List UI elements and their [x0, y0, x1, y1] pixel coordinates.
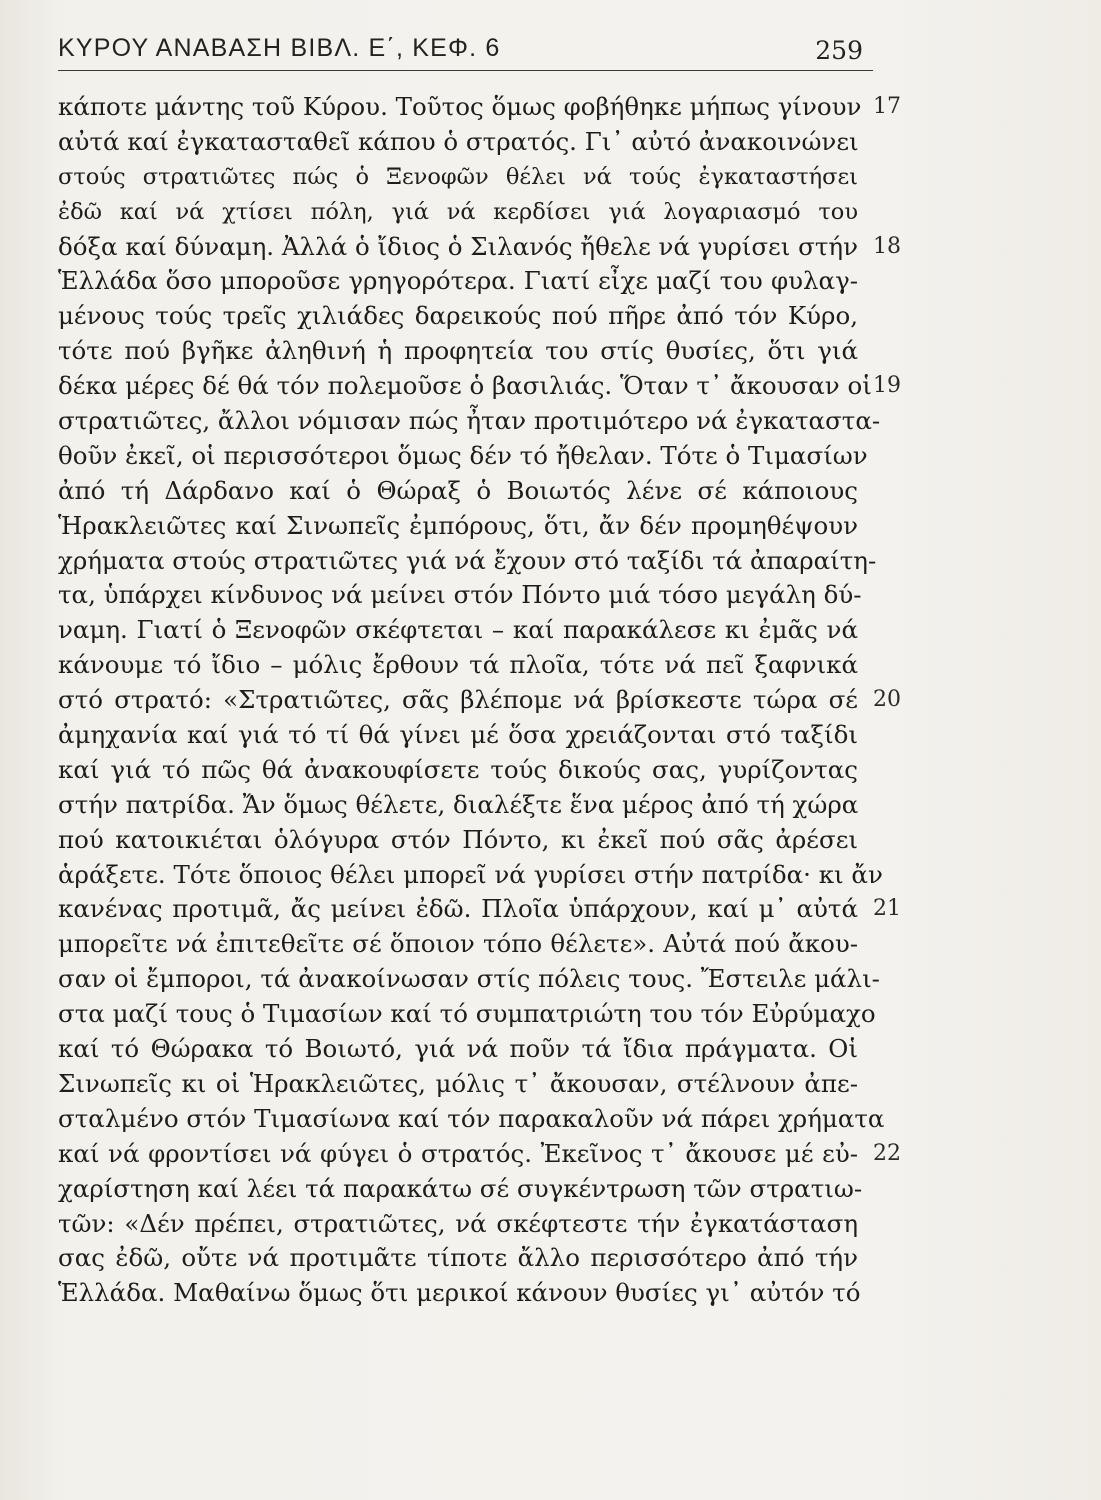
section-marker: 21 — [873, 896, 901, 922]
section-marker: 17 — [873, 94, 901, 119]
text-line — [58, 1276, 861, 1311]
text-line-content: Σινωπεῖς κι οἱ Ἡρακλειῶτες, μόλις τ᾽ ἄκουσαν, στέλνουν ἀπε- — [58, 1068, 858, 1098]
text-line-content: μπορεῖτε νά ἐπιτεθεῖτε σέ ὅποιον τόπο θέλετε». Αὐτά πού ἄκου- — [58, 929, 858, 959]
text-line — [58, 1102, 885, 1137]
text-line — [58, 230, 901, 265]
text-line — [58, 718, 858, 753]
text-line — [58, 1032, 858, 1067]
text-line — [58, 753, 858, 788]
text-line-content: Ἡρακλειῶτες καί Σινωπεῖς ἐμπόρους, ὅτι, ἄν δέν προμηθέψουν — [58, 510, 858, 540]
text-line — [58, 962, 880, 997]
text-line — [58, 90, 901, 125]
text-line-content: τότε πού βγῆκε ἀληθινή ἡ προφητεία του στίς θυσίες, ὅτι γιά — [58, 336, 858, 366]
text-line-content: ἀμηχανία καί γιά τό τί θά γίνει μέ ὅσα χρειάζονται στό ταξίδι — [58, 720, 858, 750]
text-line — [58, 369, 901, 404]
text-line — [58, 334, 858, 369]
text-body — [58, 90, 901, 1311]
text-line — [58, 683, 901, 718]
text-line — [58, 613, 858, 648]
text-line-content: σταλμένο στόν Τιμασίωνα καί τόν παρακαλοῦν νά πάρει χρήματα — [58, 1103, 885, 1133]
text-line-content: καί νά φροντίσει νά φύγει ὁ στρατός. Ἐκεῖνος τ᾽ ἄκουσε μέ εὐ- — [58, 1138, 858, 1168]
text-line-content: ἐδῶ καί νά χτίσει πόλη, γιά νά κερδίσει γιά λογαριασμό του — [58, 198, 858, 225]
page-number: 259 — [815, 36, 863, 65]
text-line — [58, 474, 858, 509]
text-line — [58, 578, 862, 613]
text-line-content: κάνουμε τό ἴδιο – μόλις ἔρθουν τά πλοῖα, τότε νά πεῖ ξαφνικά — [58, 650, 858, 680]
text-line-content: αὐτά καί ἐγκατασταθεῖ κάπου ὁ στρατός. Γι᾽ αὐτό ἀνακοινώνει — [58, 126, 859, 156]
text-line-content: στήν πατρίδα. Ἄν ὅμως θέλετε, διαλέξτε ἕνα μέρος ἀπό τή χώρα — [58, 789, 859, 819]
text-line — [58, 299, 858, 334]
text-line-content: σας ἐδῶ, οὔτε νά προτιμᾶτε τίποτε ἄλλο περισσότερο ἀπό τήν — [58, 1243, 858, 1273]
text-line — [58, 125, 858, 160]
section-marker: 20 — [873, 687, 901, 713]
text-line — [58, 1207, 858, 1242]
text-line-content: χαρίστηση καί λέει τά παρακάτω σέ συγκέντρωση τῶν στρατιω- — [58, 1173, 863, 1203]
text-line — [58, 1067, 858, 1102]
text-line-content: κάποτε μάντης τοῦ Κύρου. Τοῦτος ὅμως φοβήθηκε μήπως γίνουν — [58, 92, 862, 121]
text-line-content: στούς στρατιῶτες πώς ὁ Ξενοφῶν θέλει νά τούς ἐγκαταστήσει — [58, 163, 858, 190]
text-line-content: στό στρατό: «Στρατιῶτες, σᾶς βλέπομε νά βρίσκεστε τώρα σέ — [58, 685, 858, 715]
text-line — [58, 544, 877, 579]
text-line — [58, 648, 858, 683]
text-line — [58, 264, 858, 299]
text-line-content: σαν οἱ ἔμποροι, τά ἀνακοίνωσαν στίς πόλεις τους. Ἔστειλε μάλι- — [58, 964, 880, 994]
section-marker: 18 — [873, 233, 901, 259]
text-line-content: τα, ὑπάρχει κίνδυνος νά μείνει στόν Πόντο μιά τόσο μεγάλη δύ- — [58, 580, 862, 610]
running-header — [58, 28, 873, 71]
text-line-content: μένους τούς τρεῖς χιλιάδες δαρεικούς πού πῆρε ἀπό τόν Κύρο, — [58, 301, 858, 331]
text-line-content: κανένας προτιμᾶ, ἄς μείνει ἐδῶ. Πλοῖα ὑπάρχουν, καί μ᾽ αὐτά — [58, 894, 858, 924]
text-line — [58, 509, 858, 544]
text-line — [58, 858, 883, 893]
text-line-content: θοῦν ἐκεῖ, οἱ περισσότεροι ὅμως δέν τό ἤθελαν. Τότε ὁ Τιμασίων — [58, 440, 868, 470]
text-line-content: δόξα καί δύναμη. Ἀλλά ὁ ἴδιος ὁ Σιλανός ἤθελε νά γυρίσει στήν — [58, 231, 858, 261]
section-marker: 19 — [873, 373, 901, 399]
text-line-content: πού κατοικιέται ὁλόγυρα στόν Πόντο, κι ἐκεῖ πού σᾶς ἀρέσει — [58, 824, 858, 854]
text-line — [58, 1137, 901, 1172]
text-line-content: τῶν: «Δέν πρέπει, στρατιῶτες, νά σκέφτεστε τήν ἐγκατάσταση — [58, 1208, 858, 1238]
text-line-content: καί γιά τό πῶς θά ἀνακουφίσετε τούς δικούς σας, γυρίζοντας — [58, 754, 858, 784]
text-line — [58, 1172, 863, 1207]
text-line — [58, 788, 858, 823]
text-line-content: δέκα μέρες δέ θά τόν πολεμοῦσε ὁ βασιλιάς. Ὅταν τ᾽ ἄκουσαν οἱ — [58, 371, 872, 401]
text-line-content: χρήματα στούς στρατιῶτες γιά νά ἔχουν στό ταξίδι τά ἀπαραίτη- — [58, 545, 877, 575]
text-line — [58, 997, 876, 1032]
text-line-content: ἀπό τή Δάρδανο καί ὁ Θώραξ ὁ Βοιωτός λένε σέ κάποιους — [58, 475, 858, 505]
text-line-content: ἁράξετε. Τότε ὅποιος θέλει μπορεῖ νά γυρίσει στήν πατρίδα· κι ἄν — [58, 859, 883, 889]
text-line-content: Ἑλλάδα ὅσο μποροῦσε γρηγορότερα. Γιατί εἶχε μαζί του φυλαγ- — [58, 266, 858, 296]
running-title: ΚΥΡΟΥ ΑΝΑΒΑΣΗ ΒΙΒΛ. Ε΄, ΚΕΦ. 6 — [58, 34, 501, 62]
text-line — [58, 927, 858, 962]
text-line — [58, 1241, 858, 1276]
text-line-content: στρατιῶτες, ἄλλοι νόμισαν πώς ἦταν προτιμότερο νά ἐγκαταστα- — [58, 406, 881, 436]
text-line-content: Ἑλλάδα. Μαθαίνω ὅμως ὅτι μερικοί κάνουν θυσίες γι᾽ αὐτόν τό — [58, 1278, 861, 1308]
text-line — [58, 892, 901, 927]
text-line — [58, 823, 858, 858]
text-line — [58, 160, 858, 195]
section-marker: 22 — [873, 1140, 901, 1166]
text-line — [58, 439, 868, 474]
text-line-content: στα μαζί τους ὁ Τιμασίων καί τό συμπατριώτη του τόν Εὐρύμαχο — [58, 999, 876, 1029]
text-line — [58, 404, 881, 439]
text-line — [58, 195, 858, 230]
text-line-content: καί τό Θώρακα τό Βοιωτό, γιά νά ποῦν τά ἴδια πράγματα. Οἱ — [58, 1034, 858, 1064]
text-line-content: ναμη. Γιατί ὁ Ξενοφῶν σκέφτεται – καί παρακάλεσε κι ἐμᾶς νά — [58, 615, 858, 645]
